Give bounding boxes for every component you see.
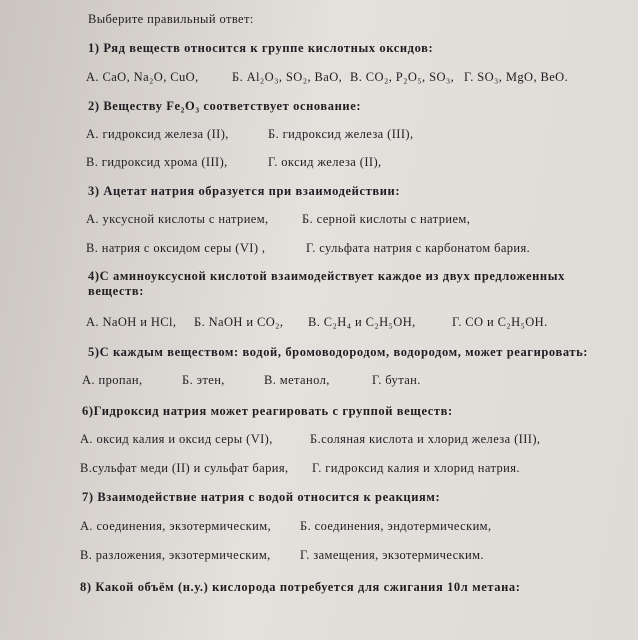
question-3-option-b: Б. серной кислоты с натрием,: [302, 212, 471, 226]
question-7-prompt: 7) Взаимодействие натрия с водой относится к реакциям:: [82, 490, 441, 504]
question-4-option-b: Б. NaOH и CO₂,: [194, 315, 284, 329]
question-4-option-c: В. C₂H₄ и C₂H₅OH,: [308, 315, 416, 329]
question-2-option-a: А. гидроксид железа (II),: [86, 127, 229, 141]
question-4-option-d: Г. CO и C₂H₅OH.: [452, 315, 548, 329]
question-7-option-b: Б. соединения, эндотермическим,: [300, 519, 492, 533]
question-8-prompt: 8) Какой объём (н.у.) кислорода потребуется для сжигания 10л метана:: [80, 580, 521, 594]
instruction-text: Выберите правильный ответ:: [88, 12, 254, 26]
question-4-prompt-continued: веществ:: [88, 284, 144, 298]
question-3-option-d: Г. сульфата натрия с карбонатом бария.: [306, 241, 531, 255]
question-5-option-a: А. пропан,: [82, 373, 143, 387]
question-7-option-a: А. соединения, экзотермическим,: [80, 519, 272, 533]
question-3-prompt: 3) Ацетат натрия образуется при взаимодействии:: [88, 184, 401, 198]
question-6-option-b: Б.соляная кислота и хлорид железа (III),: [310, 432, 541, 446]
question-1-option-a: А. CaO, Na₂O, CuO,: [86, 70, 199, 84]
question-1-option-b: Б. Al₂O₃, SO₂, BaO,: [232, 70, 343, 84]
question-5-prompt: 5)С каждым веществом: водой, бромоводородом, водородом, может реагировать:: [88, 345, 589, 359]
question-1-option-d: Г. SO₃, MgO, BeO.: [464, 70, 569, 84]
question-6-option-a: А. оксид калия и оксид серы (VI),: [80, 432, 273, 446]
question-2-option-c: В. гидроксид хрома (III),: [86, 155, 228, 169]
question-2-option-d: Г. оксид железа (II),: [268, 155, 382, 169]
question-1-option-c: В. CO₂, P₂O₅, SO₃,: [350, 70, 455, 84]
question-5-option-b: Б. этен,: [182, 373, 225, 387]
question-3-option-a: А. уксусной кислоты с натрием,: [86, 212, 269, 226]
question-6-option-d: Г. гидроксид калия и хлорид натрия.: [312, 461, 520, 475]
question-7-option-c: В. разложения, экзотермическим,: [80, 548, 271, 562]
question-4-option-a: А. NaOH и HCl,: [86, 315, 177, 329]
question-4-prompt: 4)С аминоуксусной кислотой взаимодействует каждое из двух предложенных: [88, 269, 565, 283]
question-5-option-d: Г. бутан.: [372, 373, 421, 387]
question-3-option-c: В. натрия с оксидом серы (VI) ,: [86, 241, 266, 255]
question-5-option-c: В. метанол,: [264, 373, 330, 387]
question-1-prompt: 1) Ряд веществ относится к группе кислотных оксидов:: [88, 41, 434, 55]
question-2-option-b: Б. гидроксид железа (III),: [268, 127, 414, 141]
question-7-option-d: Г. замещения, экзотермическим.: [300, 548, 484, 562]
question-2-prompt: 2) Веществу Fe₂O₃ соответствует основание:: [88, 99, 362, 113]
question-6-prompt: 6)Гидроксид натрия может реагировать с группой веществ:: [82, 404, 453, 418]
question-6-option-c: В.сульфат меди (II) и сульфат бария,: [80, 461, 289, 475]
